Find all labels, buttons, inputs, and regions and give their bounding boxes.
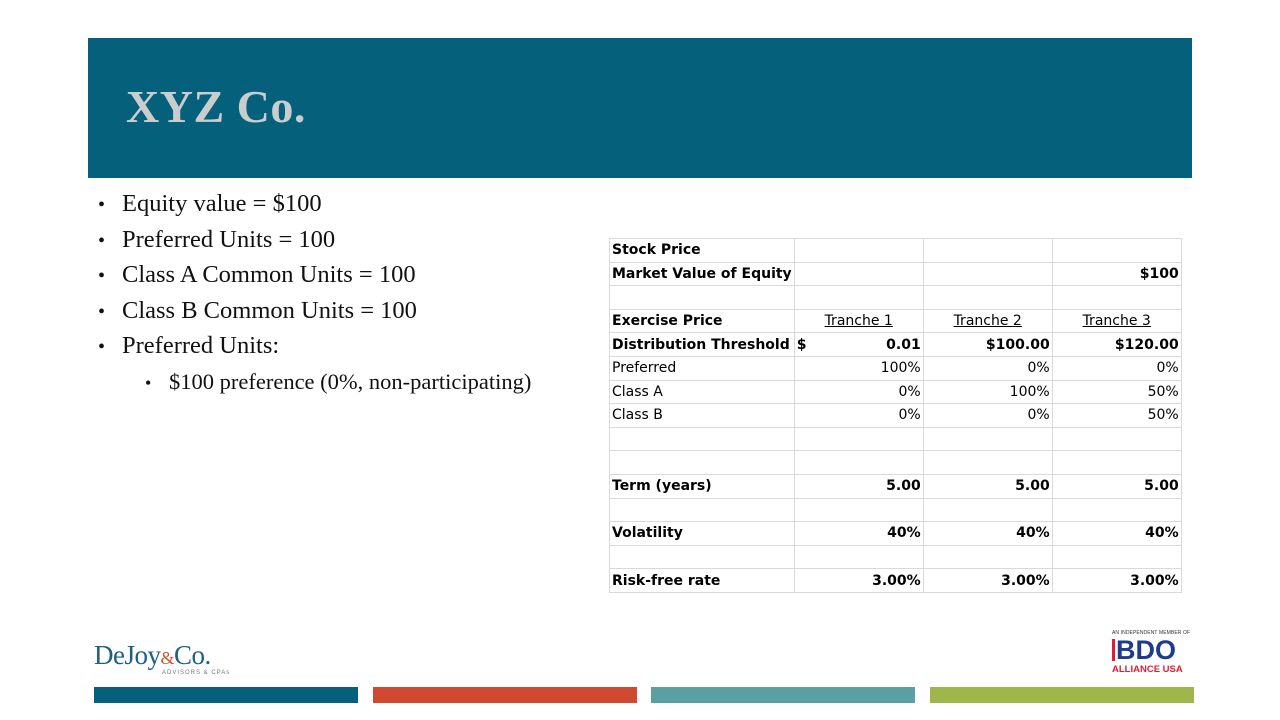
dejoy-logo-co: Co. bbox=[174, 640, 211, 670]
table-cell: 5.00 bbox=[794, 474, 923, 498]
table-cell: 40% bbox=[1052, 522, 1181, 546]
table-cell bbox=[794, 262, 923, 286]
slide-title: XYZ Co. bbox=[126, 81, 306, 132]
table-cell: 100% bbox=[923, 380, 1052, 404]
table-row bbox=[610, 474, 1182, 498]
table-cell bbox=[1052, 239, 1181, 263]
row-label bbox=[610, 427, 795, 451]
table-cell bbox=[923, 286, 1052, 310]
currency-prefix: $ bbox=[796, 336, 807, 353]
row-label: Market Value of Equity bbox=[610, 262, 795, 286]
opm-assumptions-table bbox=[609, 238, 1182, 593]
table-cell: 0% bbox=[923, 356, 1052, 380]
table-cell bbox=[1052, 545, 1181, 569]
table-cell: 40% bbox=[923, 522, 1052, 546]
row-label bbox=[610, 498, 795, 522]
cell-value: 0.01 bbox=[886, 336, 921, 353]
table-cell: 40% bbox=[794, 522, 923, 546]
table-cell: 50% bbox=[1052, 404, 1181, 428]
footer-strip-green bbox=[930, 687, 1194, 703]
bullet-item: • Class B Common Units = 100 bbox=[98, 296, 417, 324]
row-label bbox=[610, 451, 795, 475]
table-row bbox=[610, 451, 1182, 475]
row-label bbox=[610, 286, 795, 310]
table-cell bbox=[1052, 498, 1181, 522]
row-label: Term (years) bbox=[610, 474, 795, 498]
table-cell bbox=[794, 427, 923, 451]
footer-strip-red bbox=[373, 687, 637, 703]
table-cell bbox=[1052, 286, 1181, 310]
bdo-logo-name: BDO bbox=[1116, 635, 1176, 665]
table-cell bbox=[923, 427, 1052, 451]
table-cell: 3.00% bbox=[794, 569, 923, 593]
row-label: Risk-free rate bbox=[610, 569, 795, 593]
dejoy-logo-name: DeJoy bbox=[94, 640, 161, 670]
table-row bbox=[610, 356, 1182, 380]
table-row bbox=[610, 569, 1182, 593]
bullet-item: • Preferred Units: bbox=[98, 332, 280, 360]
table-cell bbox=[794, 545, 923, 569]
table-cell bbox=[794, 309, 923, 333]
table-cell: 3.00% bbox=[1052, 569, 1181, 593]
table-cell bbox=[794, 498, 923, 522]
table-cell bbox=[1052, 451, 1181, 475]
table-cell: 0% bbox=[923, 404, 1052, 428]
bullet-item: • Class A Common Units = 100 bbox=[98, 261, 416, 289]
table-cell bbox=[794, 239, 923, 263]
table-cell bbox=[1052, 427, 1181, 451]
table-row bbox=[610, 309, 1182, 333]
table-cell bbox=[794, 286, 923, 310]
dejoy-logo-tagline: ADVISORS & CPAs bbox=[162, 670, 231, 676]
table-row bbox=[610, 380, 1182, 404]
table-cell: 3.00% bbox=[923, 569, 1052, 593]
tranche-header: Tranche 3 bbox=[1082, 313, 1151, 330]
table-cell bbox=[794, 451, 923, 475]
table-cell: 5.00 bbox=[923, 474, 1052, 498]
row-label: Stock Price bbox=[610, 239, 795, 263]
bullet-item: • Equity value = $100 bbox=[98, 190, 322, 217]
table-row bbox=[610, 427, 1182, 451]
table-row bbox=[610, 545, 1182, 569]
table-cell: 0% bbox=[1052, 356, 1181, 380]
bdo-logo-alliance: ALLIANCE USA bbox=[1112, 664, 1183, 675]
tranche-header: Tranche 1 bbox=[824, 313, 893, 330]
table-cell: 50% bbox=[1052, 380, 1181, 404]
bullet-list bbox=[98, 186, 618, 400]
tranche-header: Tranche 2 bbox=[953, 313, 1022, 330]
table-cell bbox=[923, 309, 1052, 333]
table-cell: 100% bbox=[794, 356, 923, 380]
table-row bbox=[610, 333, 1182, 357]
bullet-item: • Preferred Units = 100 bbox=[98, 225, 336, 253]
table-row bbox=[610, 262, 1182, 286]
table-cell: 0% bbox=[794, 404, 923, 428]
table-cell bbox=[923, 498, 1052, 522]
table-row bbox=[610, 404, 1182, 428]
table-cell bbox=[923, 262, 1052, 286]
row-label: Class B bbox=[610, 404, 795, 428]
table-cell: 5.00 bbox=[1052, 474, 1181, 498]
dejoy-logo-amp: & bbox=[160, 648, 175, 668]
table-cell bbox=[923, 451, 1052, 475]
bdo-logo-tagline: AN INDEPENDENT MEMBER OF bbox=[1112, 630, 1191, 636]
footer-strip-blue bbox=[94, 687, 358, 703]
table-row bbox=[610, 239, 1182, 263]
sub-bullet-item: • $100 preference (0%, non-participating) bbox=[145, 368, 532, 394]
dejoy-logo bbox=[94, 640, 231, 676]
table-row bbox=[610, 286, 1182, 310]
title-banner bbox=[88, 38, 1192, 178]
footer-strip-teal bbox=[651, 687, 915, 703]
table-cell bbox=[794, 333, 923, 357]
table-cell bbox=[1052, 309, 1181, 333]
row-label bbox=[610, 545, 795, 569]
row-label: Distribution Threshold bbox=[610, 333, 795, 357]
table-cell: $100.00 bbox=[923, 333, 1052, 357]
table-row bbox=[610, 522, 1182, 546]
bdo-logo-mark bbox=[1112, 636, 1192, 664]
row-label: Exercise Price bbox=[610, 309, 795, 333]
row-label: Preferred bbox=[610, 356, 795, 380]
table-cell: $120.00 bbox=[1052, 333, 1181, 357]
bdo-alliance-logo bbox=[1112, 630, 1192, 684]
table-cell: 0% bbox=[794, 380, 923, 404]
row-label: Volatility bbox=[610, 522, 795, 546]
table-cell: $100 bbox=[1052, 262, 1181, 286]
row-label: Class A bbox=[610, 380, 795, 404]
table-cell bbox=[923, 239, 1052, 263]
table-cell bbox=[923, 545, 1052, 569]
table-row bbox=[610, 498, 1182, 522]
